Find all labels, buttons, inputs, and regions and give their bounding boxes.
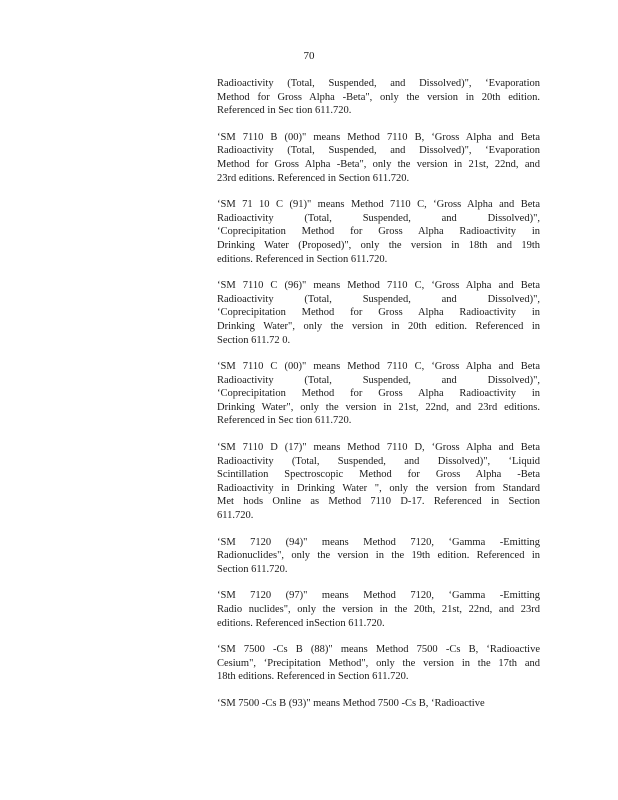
paragraph	[217, 643, 540, 684]
text-line: Section 611.72 0.	[217, 334, 291, 346]
text-line: Radioactivity in Drinking Water ", only the version from Standard	[217, 482, 540, 494]
text-line: 18th editions. Referenced in Section 611.720.	[217, 671, 409, 683]
text-line: ‘SM 7110 C (00)" means Method 7110 C, ‘Gross Alpha and Beta	[217, 361, 540, 373]
page-number: 70	[303, 50, 315, 62]
paragraph	[217, 697, 540, 711]
text-line: ‘SM 7110 B (00)" means Method 7110 B, ‘Gross Alpha and Beta	[217, 131, 540, 143]
paragraph	[217, 131, 540, 185]
text-line: ‘SM 7110 D (17)" means Method 7110 D, ‘Gross Alpha and Beta	[217, 442, 540, 454]
paragraph	[217, 536, 540, 577]
text-line: Radioactivity (Total, Suspended, and Dissolved)",	[217, 293, 540, 305]
paragraph	[217, 77, 540, 118]
document-body	[217, 77, 540, 724]
text-line: Referenced in Sec tion 611.720.	[217, 105, 352, 117]
text-line: ‘SM 7120 (94)" means Method 7120, ‘Gamma -Emitting	[217, 536, 540, 548]
text-line: ‘SM 7110 C (96)" means Method 7110 C, ‘Gross Alpha and Beta	[217, 280, 540, 292]
text-line: Radioactivity (Total, Suspended, and Dissolved)", ‘Liquid	[217, 455, 540, 467]
paragraph	[217, 279, 540, 347]
text-line: editions. Referenced in Section 611.720.	[217, 253, 388, 265]
text-line: Method for Gross Alpha -Beta", only the version in 20th edition.	[217, 91, 540, 103]
text-line: Radionuclides", only the version in the 19th edition. Referenced in	[217, 550, 540, 562]
text-line: ‘Coprecipitation Method for Gross Alpha Radioactivity in	[217, 307, 540, 319]
paragraph	[217, 360, 540, 428]
text-line: ‘SM 7500 -Cs B (88)" means Method 7500 -Cs B, ‘Radioactive	[217, 644, 540, 656]
paragraph	[217, 198, 540, 266]
text-line: ‘SM 7120 (97)" means Method 7120, ‘Gamma -Emitting	[217, 590, 540, 602]
text-line: Radioactivity (Total, Suspended, and Dissolved)",	[217, 374, 540, 386]
paragraph	[217, 441, 540, 523]
text-line: Scintillation Spectroscopic Method for Gross Alpha -Beta	[217, 469, 540, 481]
text-line: Radio nuclides", only the version in the 20th, 21st, 22nd, and 23rd	[217, 604, 540, 615]
text-line: Section 611.720.	[217, 563, 288, 575]
text-line: Radioactivity (Total, Suspended, and Dissolved)", ‘Evaporation	[217, 78, 540, 89]
text-line: Drinking Water (Proposed)", only the version in 18th and 19th	[217, 239, 540, 251]
text-line: ‘Coprecipitation Method for Gross Alpha Radioactivity in	[217, 388, 540, 400]
text-line: Drinking Water", only the version in 21st, 22nd, and 23rd editions.	[217, 401, 540, 413]
text-line: Radioactivity (Total, Suspended, and Dissolved)", ‘Evaporation	[217, 145, 540, 157]
text-line: ‘Coprecipitation Method for Gross Alpha Radioactivity in	[217, 226, 540, 238]
text-line: 611.720.	[217, 510, 254, 522]
text-line: Radioactivity (Total, Suspended, and Dissolved)",	[217, 212, 540, 224]
text-line: Drinking Water", only the version in 20th edition. Referenced in	[217, 320, 540, 332]
text-line: editions. Referenced inSection 611.720.	[217, 617, 385, 629]
paragraph	[217, 589, 540, 630]
text-line: ‘SM 71 10 C (91)" means Method 7110 C, ‘Gross Alpha and Beta	[217, 199, 540, 211]
text-line: Cesium", ‘Precipitation Method", only the version in the 17th and	[217, 657, 540, 669]
text-line: ‘SM 7500 -Cs B (93)" means Method 7500 -Cs B, ‘Radioactive	[217, 697, 485, 709]
text-line: Method for Gross Alpha -Beta", only the version in 21st, 22nd, and	[217, 158, 540, 170]
text-line: Referenced in Sec tion 611.720.	[217, 415, 352, 427]
text-line: Met hods Online as Method 7110 D-17. Referenced in Section	[217, 496, 540, 508]
text-line: 23rd editions. Referenced in Section 611.720.	[217, 172, 410, 184]
